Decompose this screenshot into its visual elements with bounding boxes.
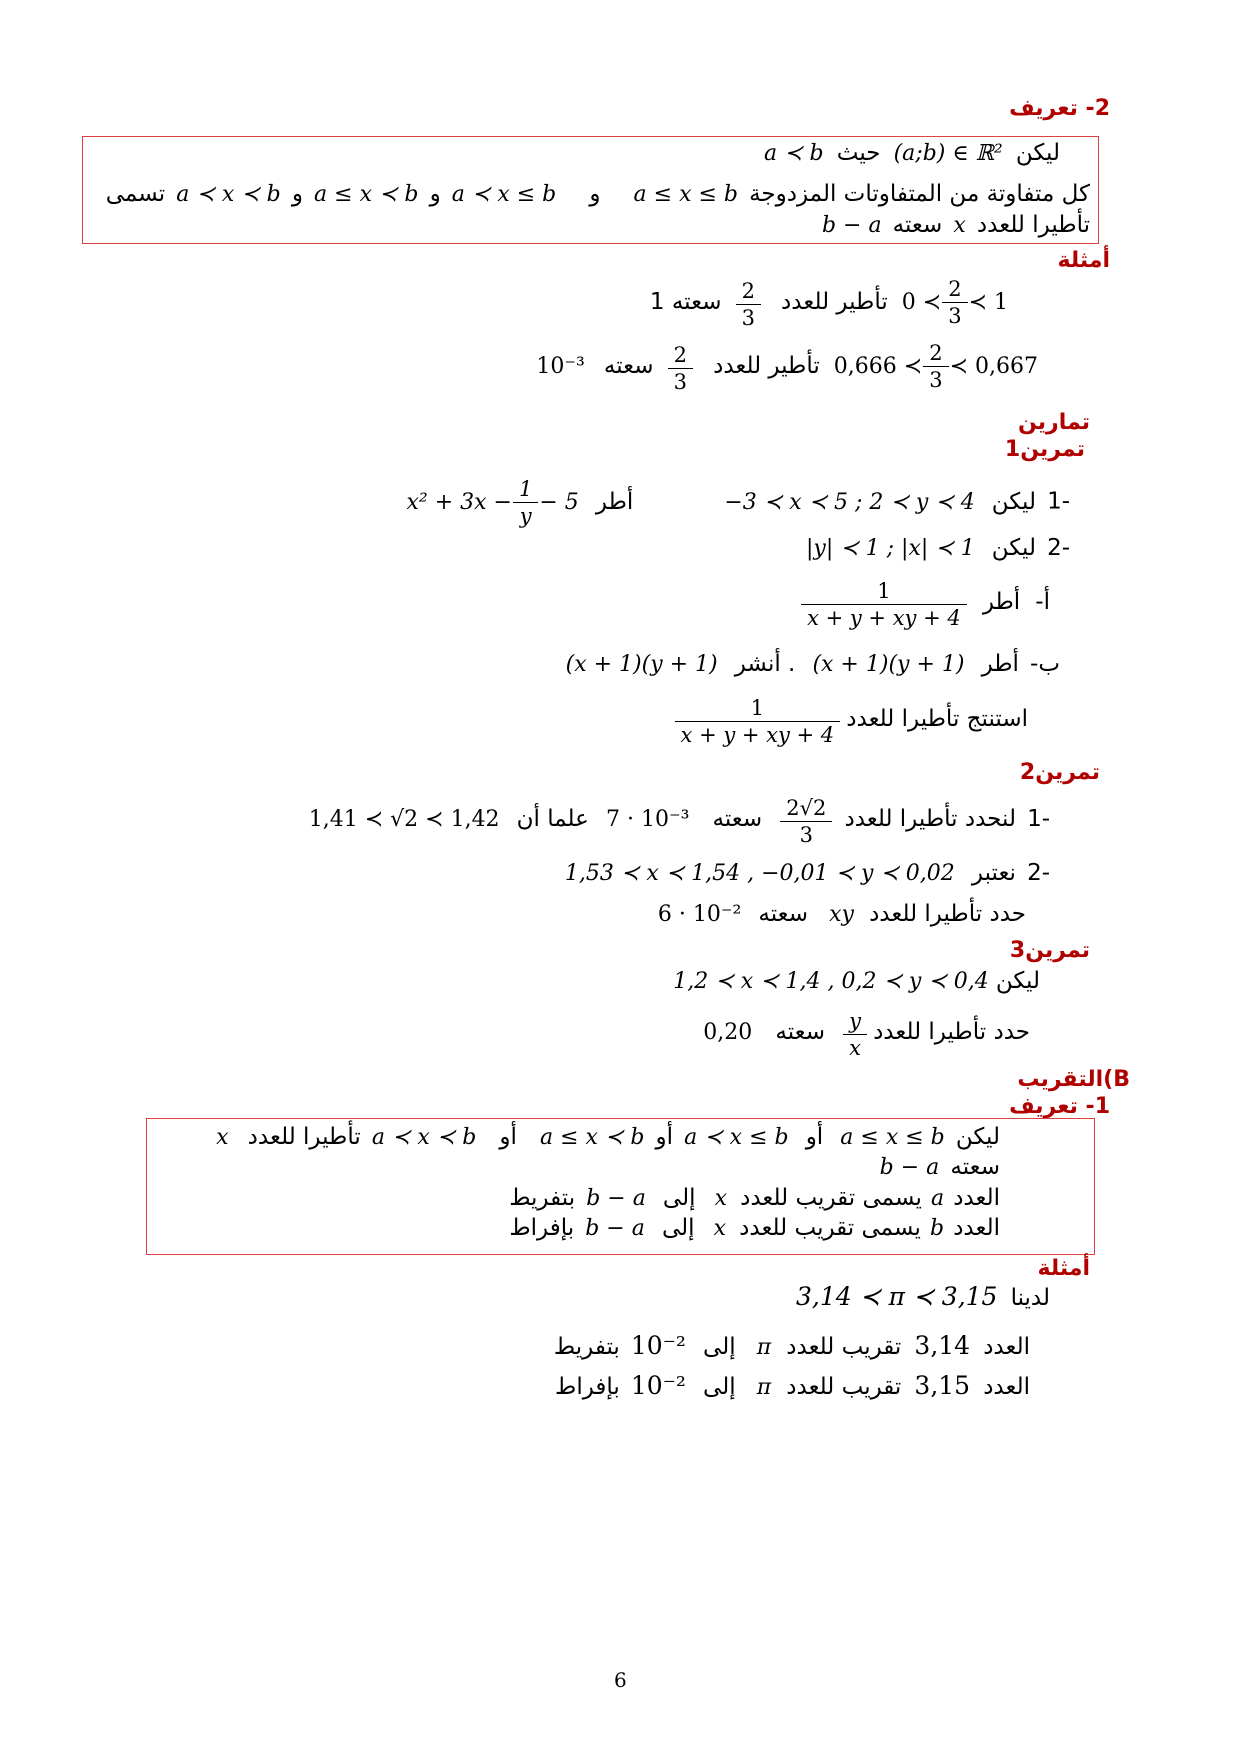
fraction-numerator: 2 — [948, 277, 962, 301]
text-segment: سعته — [712, 806, 763, 832]
text-segment: سعته — [775, 1019, 825, 1045]
fraction-two-root-two-over-three — [783, 795, 829, 848]
fraction-y-over-x — [846, 1008, 864, 1061]
fraction-denominator: 3 — [736, 304, 761, 331]
text-segment: نعتبر — [971, 860, 1016, 886]
text-segment: تأطير للعدد — [713, 352, 820, 379]
section-heading-exercises: تمارين — [1018, 410, 1090, 435]
text-segment: أطر — [595, 488, 634, 515]
fraction-denominator: 3 — [668, 368, 693, 395]
text-segment: حدد تأطيرا للعدد — [869, 901, 1026, 927]
question-number: 1- — [1047, 488, 1070, 515]
math-expression: 1,53 ≺ x ≺ 1,54 , −0,01 ≺ y ≺ 0,02 — [564, 861, 955, 886]
text-segment: إلى — [703, 1334, 736, 1360]
examples-2-line-3 — [555, 1371, 1030, 1400]
text-segment: تأطيرا للعدد — [247, 1124, 361, 1150]
definition-2-line-2 — [106, 181, 1090, 207]
math-expression: a ≤ x ≤ b — [633, 182, 738, 207]
exercise-2-question-2 — [559, 860, 1050, 886]
fraction-denominator: x + y + xy + 4 — [675, 721, 841, 748]
text-segment: العدد — [953, 1215, 1000, 1241]
math-expression: (x + 1)(y + 1) — [565, 652, 718, 677]
text-segment: حيث — [836, 140, 881, 166]
question-number: 2- — [1047, 535, 1070, 561]
fraction-denominator: y — [513, 502, 538, 529]
fraction-numerator: 2 — [929, 341, 943, 365]
section-heading-exercise-1: تمرين1 — [1004, 437, 1085, 462]
question-number: ب- — [1030, 651, 1060, 677]
text-segment: سعته 1 — [649, 288, 722, 315]
fraction-denominator: x — [843, 1034, 867, 1061]
fraction-numerator: 2√2 — [786, 796, 827, 820]
text-segment: العدد — [953, 1185, 1000, 1211]
math-expression: 7 · 10⁻³ — [605, 807, 690, 832]
text-segment: ليكن — [991, 488, 1036, 515]
question-number: 2- — [1027, 860, 1050, 886]
text-segment: سعته — [603, 352, 654, 379]
math-expression — [406, 477, 579, 528]
inequality-right: ≺ 1 — [968, 289, 1008, 315]
text-segment: تأطيرا للعدد — [976, 212, 1090, 238]
fraction-numerator: 1 — [518, 477, 533, 501]
exercise-2-question-1 — [303, 795, 1050, 848]
math-expression: 1,2 ≺ x ≺ 1,4 , 0,2 ≺ y ≺ 0,4 — [673, 969, 989, 994]
fraction-two-thirds — [671, 342, 690, 395]
text-segment: سعته — [758, 901, 809, 927]
text-segment: يسمى تقريب للعدد — [739, 1215, 921, 1241]
exercise-3-question-1 — [671, 968, 1040, 994]
fraction-numerator: 2 — [741, 278, 755, 303]
math-expression: (x + 1)(y + 1) — [812, 652, 965, 677]
text-segment: تسمى — [105, 181, 166, 207]
fraction-numerator: y — [849, 1009, 861, 1033]
fraction-denominator: x + y + xy + 4 — [801, 604, 967, 631]
examples-2-line-1 — [788, 1282, 1050, 1311]
math-expression: 3,15 — [914, 1371, 971, 1400]
text-segment: سعته — [950, 1154, 1000, 1180]
math-expression: b − a — [585, 1216, 645, 1241]
fraction-two-thirds — [926, 340, 945, 393]
section-heading-exercise-3: تمرين3 — [1009, 938, 1090, 963]
text-segment: و — [429, 181, 441, 207]
math-expression: b − a — [879, 1155, 940, 1180]
section-heading-examples: أمثلة — [1057, 248, 1110, 273]
text-segment: تقريب للعدد — [786, 1334, 902, 1360]
fraction-expression — [804, 578, 964, 631]
math-expression: 10⁻² — [630, 1331, 686, 1360]
fraction-denominator: 3 — [780, 821, 832, 848]
text-segment: أو — [655, 1124, 674, 1150]
text-segment: لدينا — [1010, 1285, 1050, 1311]
math-variable: x — [713, 1216, 727, 1241]
definition-1-line-1 — [202, 1124, 1000, 1150]
section-heading-definition-2: 2- تعريف — [1009, 96, 1110, 121]
question-number: 1- — [1027, 806, 1050, 832]
text-segment: أو — [499, 1124, 517, 1150]
math-expression: a ≺ x ≺ b — [176, 182, 281, 207]
math-expression: a ≤ x ≤ b — [840, 1125, 945, 1150]
math-expression: a ≺ x ≺ b — [371, 1125, 477, 1150]
text-segment: و — [291, 181, 303, 207]
text-segment: إلى — [662, 1185, 696, 1211]
inequality-left: 0 ≺ — [901, 289, 942, 315]
exercise-3-question-2 — [697, 1008, 1030, 1061]
text-segment: . أنشر — [734, 651, 796, 677]
text-segment: العدد — [983, 1334, 1030, 1360]
text-segment: و — [589, 181, 601, 207]
section-heading-definition-1: 1- تعريف — [1009, 1094, 1110, 1119]
math-expression — [833, 341, 1045, 392]
math-variable: π — [756, 1335, 772, 1360]
section-heading-exercise-2: تمرين2 — [1019, 760, 1100, 785]
math-expression: |y| ≺ 1 ; |x| ≺ 1 — [805, 536, 975, 561]
math-variable: x — [953, 213, 966, 238]
text-segment: سعته — [892, 212, 943, 238]
text-segment: يسمى تقريب للعدد — [740, 1185, 922, 1211]
math-variable: b — [930, 1216, 945, 1241]
definition-1-line-3 — [509, 1185, 1000, 1211]
fraction-two-thirds — [739, 278, 758, 331]
text-segment: لنحدد تأطيرا للعدد — [844, 806, 1016, 832]
fraction-numerator: 1 — [750, 696, 765, 720]
text-segment: بإفراط — [509, 1215, 575, 1241]
section-heading-examples-2: أمثلة — [1037, 1256, 1090, 1281]
text-segment: أطر — [982, 589, 1021, 615]
math-expression: a ≺ x ≤ b — [684, 1125, 789, 1150]
text-segment: كل متفاوتة من المتفاوتات المزدوجة — [749, 181, 1090, 207]
text-segment: بتفريط — [553, 1334, 620, 1360]
text-segment: تقريب للعدد — [786, 1374, 902, 1400]
inequality-right: ≺ 0,667 — [949, 353, 1038, 379]
text-segment: أو — [805, 1124, 824, 1150]
math-variable: π — [756, 1375, 772, 1400]
math-expression: xy — [829, 902, 854, 927]
examples-2-line-2 — [554, 1331, 1030, 1360]
fraction-one-over-y — [516, 476, 535, 529]
text-segment: أطر — [981, 651, 1019, 677]
exercise-2-question-3 — [652, 901, 1026, 927]
definition-2-line-1 — [756, 140, 1060, 166]
definition-2-line-3 — [816, 212, 1090, 238]
fraction-two-thirds — [945, 276, 964, 329]
math-expression: 0,20 — [703, 1020, 753, 1045]
math-expression: 6 · 10⁻² — [657, 902, 742, 927]
math-expression: 10⁻³ — [536, 353, 585, 379]
text-segment: حدد تأطيرا للعدد — [873, 1019, 1030, 1045]
math-variable: x — [714, 1186, 728, 1211]
text-segment: علما أن — [516, 806, 589, 832]
math-expression: a ≺ b — [764, 141, 824, 166]
expression-part: x² + 3x − — [406, 489, 512, 515]
math-variable: a — [930, 1186, 945, 1211]
example-line-2 — [530, 340, 1045, 395]
text-segment: استنتج تأطيرا للعدد — [846, 706, 1028, 732]
fraction-expression — [678, 695, 838, 748]
text-segment: ليكن — [995, 968, 1040, 994]
text-segment: ليكن — [955, 1124, 1000, 1150]
text-segment: بإفراط — [555, 1374, 620, 1400]
text-segment: إلى — [661, 1215, 695, 1241]
text-segment: ليكن — [991, 535, 1036, 561]
exercise-1-question-1 — [400, 476, 1070, 529]
math-expression: a ≤ x ≺ b — [314, 182, 419, 207]
fraction-numerator: 1 — [877, 579, 891, 603]
example-line-1 — [642, 276, 1015, 331]
exercise-1-question-2 — [800, 535, 1070, 561]
exercise-1-question-2b — [560, 651, 1060, 677]
math-expression: b − a — [586, 1186, 646, 1211]
exercise-1-question-2a — [800, 578, 1050, 631]
math-expression — [901, 277, 1015, 328]
math-expression: 1,41 ≺ √2 ≺ 1,42 — [308, 807, 500, 832]
fraction-denominator: 3 — [942, 302, 967, 329]
text-segment: ليكن — [1015, 140, 1060, 166]
math-expression: −3 ≺ x ≺ 5 ; 2 ≺ y ≺ 4 — [724, 489, 975, 515]
fraction-numerator: 2 — [673, 342, 687, 367]
math-expression: (a;b) ∈ ℝ² — [893, 141, 1003, 166]
inequality-left: 0,666 ≺ — [833, 353, 923, 379]
math-expression: a ≺ x ≤ b — [451, 182, 557, 207]
definition-1-line-4 — [509, 1215, 1000, 1241]
math-variable: x — [216, 1125, 229, 1150]
exercise-1-question-2c — [674, 695, 1028, 748]
math-expression: 3,14 — [914, 1331, 971, 1360]
math-expression: 10⁻² — [630, 1371, 686, 1400]
text-segment: العدد — [983, 1374, 1030, 1400]
expression-part: − 5 — [539, 489, 579, 515]
math-expression: a ≤ x ≺ b — [540, 1125, 645, 1150]
math-expression: 3,14 ≺ π ≺ 3,15 — [796, 1282, 998, 1311]
text-segment: بتفريط — [509, 1185, 576, 1211]
question-number: أ- — [1035, 589, 1050, 615]
text-segment: تأطير للعدد — [781, 288, 888, 315]
section-heading-approximation: B)التقريب — [1017, 1067, 1130, 1092]
math-expression: b − a — [821, 213, 882, 238]
fraction-denominator: 3 — [923, 366, 948, 393]
page-number: 6 — [614, 1668, 627, 1692]
definition-1-line-2 — [874, 1154, 1000, 1180]
text-segment: إلى — [703, 1374, 736, 1400]
